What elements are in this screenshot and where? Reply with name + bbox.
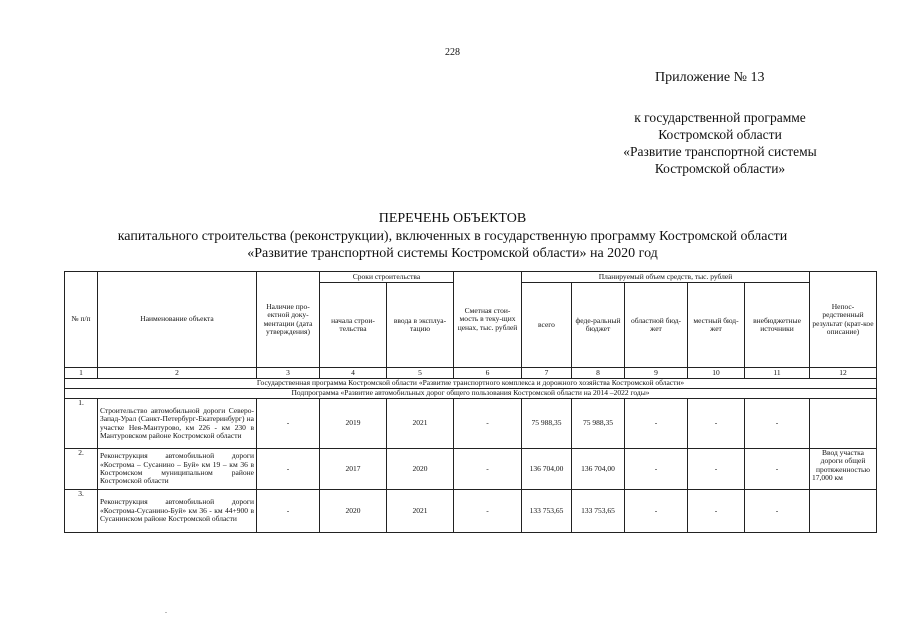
document-subtitle-1: капитального строительства (реконструкции), включенных в государственную программу Костромской области xyxy=(117,229,788,244)
document-title: ПЕРЕЧЕНЬ ОБЪЕКТОВ xyxy=(378,211,527,226)
row-local: - xyxy=(688,399,745,449)
row-regional: - xyxy=(625,449,688,490)
row-estimate: - xyxy=(454,490,522,533)
destination-line-3: «Развитие транспортной системы xyxy=(623,144,817,159)
row-num: 1. xyxy=(65,399,98,449)
row-extra: - xyxy=(745,399,810,449)
row-federal: 136 704,00 xyxy=(572,449,625,490)
table-row xyxy=(65,490,877,533)
row-estimate: - xyxy=(454,399,522,449)
col-number: 12 xyxy=(810,368,877,379)
row-result xyxy=(810,490,877,533)
table-row xyxy=(65,399,877,449)
header-total: всего xyxy=(522,283,572,368)
destination-line-4: Костромской области» xyxy=(654,161,786,176)
col-number: 1 xyxy=(65,368,98,379)
destination-line-2: Костромской области xyxy=(658,127,782,142)
row-name: Реконструкция автомобильной дороги «Кострома-Сусанино-Буй» км 36 - км 44+900 в Сусанинском районе Костромской области xyxy=(98,490,257,533)
col-number: 3 xyxy=(257,368,320,379)
row-docs: - xyxy=(257,490,320,533)
row-docs: - xyxy=(257,399,320,449)
subprogram-row: Подпрограмма «Развитие автомобильных дорог общего пользования Костромской области на 2014 –2022 годы» xyxy=(65,389,877,399)
row-local: - xyxy=(688,449,745,490)
row-start: 2017 xyxy=(320,449,387,490)
header-commission: ввода в эксплуа-тацию xyxy=(387,283,454,368)
column-numbers-row xyxy=(65,368,877,379)
header-regional: областной бюд-жет xyxy=(625,283,688,368)
col-number: 11 xyxy=(745,368,810,379)
row-regional: - xyxy=(625,490,688,533)
destination-line-1: к государственной программе xyxy=(634,110,806,125)
header-name: Наименование объекта xyxy=(98,272,257,368)
header-local: местный бюд-жет xyxy=(688,283,745,368)
row-num: 3. xyxy=(65,490,98,533)
scan-speck xyxy=(165,612,167,613)
row-num: 2. xyxy=(65,449,98,490)
col-number: 5 xyxy=(387,368,454,379)
row-start: 2019 xyxy=(320,399,387,449)
row-name: Реконструкция автомобильной дороги «Кострома – Сусанино – Буй» км 19 – км 36 в Костромском муниципальном районе Костромской области xyxy=(98,449,257,490)
row-extra: - xyxy=(745,449,810,490)
col-number: 7 xyxy=(522,368,572,379)
row-commission: 2021 xyxy=(387,490,454,533)
row-result: Ввод участка дороги общей протяженностью 17,000 км xyxy=(810,449,877,490)
header-estimate: Сметная стои-мость в теку-щих ценах, тыс. рублей xyxy=(454,272,522,368)
row-total: 75 988,35 xyxy=(522,399,572,449)
row-start: 2020 xyxy=(320,490,387,533)
row-commission: 2021 xyxy=(387,399,454,449)
header-federal: феде-ральный бюджет xyxy=(572,283,625,368)
page-number: 228 xyxy=(445,47,460,58)
col-number: 6 xyxy=(454,368,522,379)
col-number: 10 xyxy=(688,368,745,379)
row-extra: - xyxy=(745,490,810,533)
row-local: - xyxy=(688,490,745,533)
header-funds-group: Планируемый объем средств, тыс. рублей xyxy=(522,272,810,283)
row-federal: 133 753,65 xyxy=(572,490,625,533)
header-docs: Наличие про-ектной доку-ментации (дата утверждения) xyxy=(257,272,320,368)
header-result: Непос-редственный результат (крат-кое описание) xyxy=(810,272,877,368)
col-number: 8 xyxy=(572,368,625,379)
col-number: 9 xyxy=(625,368,688,379)
header-extra: внебюджетные источники xyxy=(745,283,810,368)
header-start: начала строи-тельства xyxy=(320,283,387,368)
document-subtitle-2: «Развитие транспортной системы Костромской области» на 2020 год xyxy=(247,246,658,261)
row-federal: 75 988,35 xyxy=(572,399,625,449)
row-regional: - xyxy=(625,399,688,449)
col-number: 2 xyxy=(98,368,257,379)
row-result xyxy=(810,399,877,449)
row-estimate: - xyxy=(454,449,522,490)
row-docs: - xyxy=(257,449,320,490)
row-total: 133 753,65 xyxy=(522,490,572,533)
table-row xyxy=(65,449,877,490)
row-total: 136 704,00 xyxy=(522,449,572,490)
header-terms-group: Сроки строительства xyxy=(320,272,454,283)
program-row: Государственная программа Костромской области «Развитие транспортного комплекса и дорожного хозяйства Костромской области» xyxy=(65,379,877,389)
header-num: № п/п xyxy=(65,272,98,368)
objects-table xyxy=(64,271,877,533)
row-commission: 2020 xyxy=(387,449,454,490)
appendix-label: Приложение № 13 xyxy=(655,70,765,85)
col-number: 4 xyxy=(320,368,387,379)
row-name: Строительство автомобильной дороги Северо-Запад-Урал (Санкт-Петербург-Екатеринбург) на участке Нея-Мантурово, км 226 - км 230 в Мантуровском районе Костромской области xyxy=(98,399,257,449)
